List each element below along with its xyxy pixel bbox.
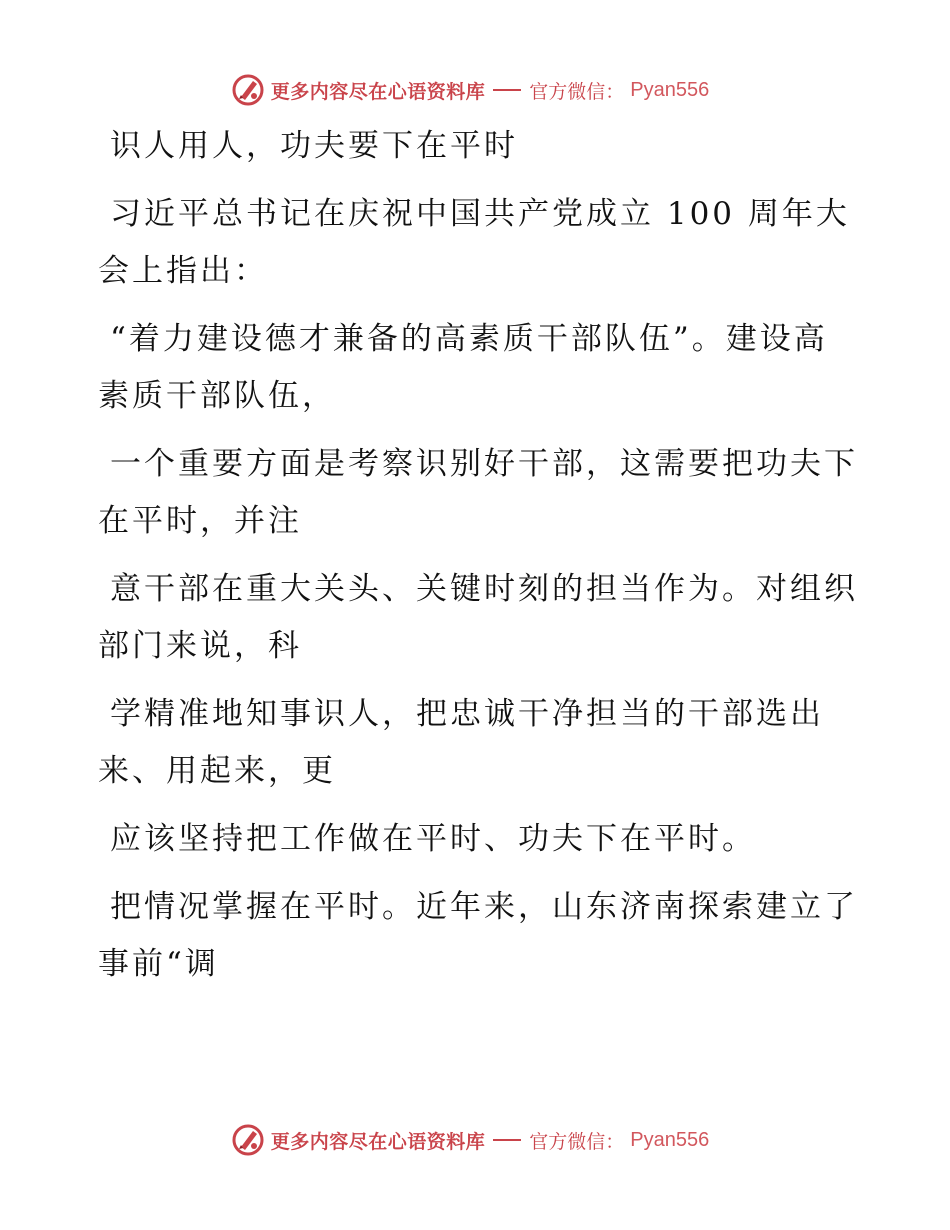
logo-icon [231, 73, 265, 107]
logo-icon [231, 1123, 265, 1157]
banner-wechat-id: Pyan556 [630, 1128, 710, 1151]
header-banner [0, 68, 950, 112]
banner-dash-divider [493, 89, 521, 91]
banner-wechat-label: 官方微信： [529, 1130, 625, 1153]
footer-banner-content [231, 1123, 710, 1157]
banner-wechat-id: Pyan556 [630, 78, 710, 101]
paragraph-title: 识人用人，功夫要下在平时 [110, 128, 518, 164]
paragraph: 一个重要方面是考察识别好干部，这需要把功夫下在平时，并注 [98, 446, 858, 539]
paragraph: 应该坚持把工作做在平时、功夫下在平时。 [110, 821, 756, 857]
paragraph: 把情况掌握在平时。近年来，山东济南探索建立了事前“调 [98, 889, 858, 982]
document-body [98, 118, 858, 1004]
banner-main-text: 更多内容尽在心语资料库 [270, 1130, 486, 1153]
paragraph: “着力建设德才兼备的高素质干部队伍”。建设高素质干部队伍， [98, 321, 828, 414]
footer-banner [0, 1118, 950, 1162]
paragraph: 习近平总书记在庆祝中国共产党成立 100 周年大会上指出： [98, 196, 850, 289]
paragraph: 学精准地知事识人，把忠诚干净担当的干部选出来、用起来，更 [98, 696, 824, 789]
paragraph: 意干部在重大关头、关键时刻的担当作为。对组织部门来说，科 [98, 571, 858, 664]
banner-main-text: 更多内容尽在心语资料库 [270, 80, 486, 103]
header-banner-content [231, 73, 710, 107]
banner-dash-divider [493, 1139, 521, 1141]
banner-wechat-label: 官方微信： [529, 80, 625, 103]
